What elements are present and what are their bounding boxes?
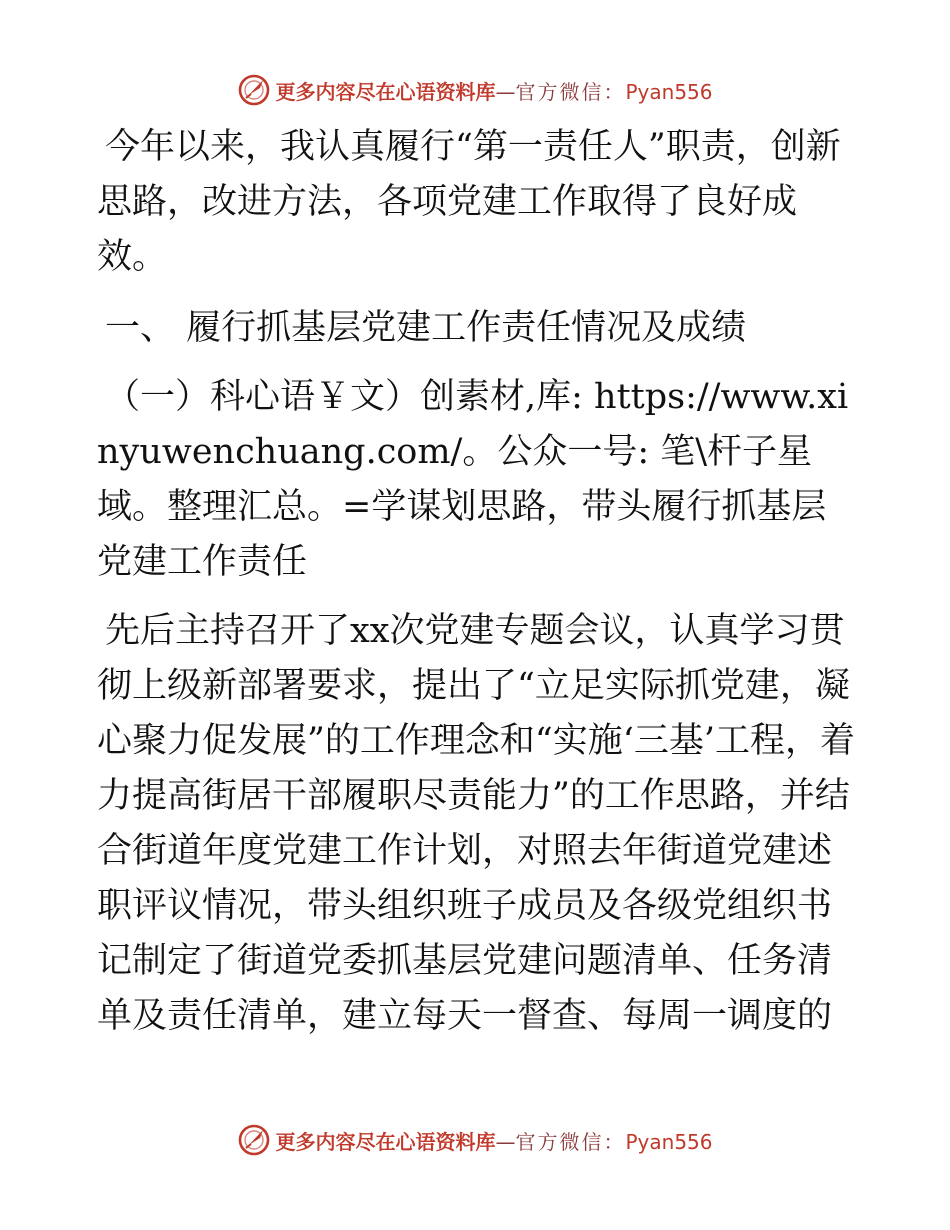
watermark-wechat-id: Pyan556 (625, 1129, 713, 1154)
body-paragraph: 先后主持召开了xx次党建专题会议，认真学习贯彻上级新部署要求，提出了“立足实际抓党建，凝心聚力促发展”的工作理念和“实施‘三基’工程，着力提高街居干部履职尽责能力”的工作思路，并结合街道年度党建工作计划，对照去年街道党建述职评议情况，带头组织班子成员及各级党组织书记制定了街道党委抓基层党建问题清单、任务清单及责任清单，建立每天一督查、每周一调度的 (97, 611, 856, 1036)
footer-watermark-banner (0, 1118, 950, 1162)
watermark-text (275, 1126, 712, 1155)
quill-circle-icon (237, 73, 271, 107)
watermark-main-text: 更多内容尽在心语资料库 (275, 79, 496, 104)
subsection-heading: （一）科心语￥文）创素材,库: https://www.xinyuwenchuang.com/。公众一号: 笔\杆子星域。整理汇总。=学谋划思路，带头履行抓基层党建工作责任 (97, 377, 849, 582)
watermark-wechat-label: 官方微信： (515, 1129, 626, 1154)
watermark-dash: — (495, 79, 516, 104)
section-heading: 一、 履行抓基层党建工作责任情况及成绩 (105, 308, 747, 348)
intro-paragraph: 今年以来，我认真履行“第一责任人”职责，创新思路，改进方法，各项党建工作取得了良好成效。 (97, 127, 841, 277)
watermark-dash: — (495, 1129, 516, 1154)
quill-circle-icon (237, 1123, 271, 1157)
watermark-wechat-label: 官方微信： (515, 79, 626, 104)
watermark-main-text: 更多内容尽在心语资料库 (275, 1129, 496, 1154)
document-content (97, 120, 857, 1044)
header-watermark-banner (0, 68, 950, 112)
watermark-wechat-id: Pyan556 (625, 79, 713, 104)
watermark-text (275, 76, 712, 105)
